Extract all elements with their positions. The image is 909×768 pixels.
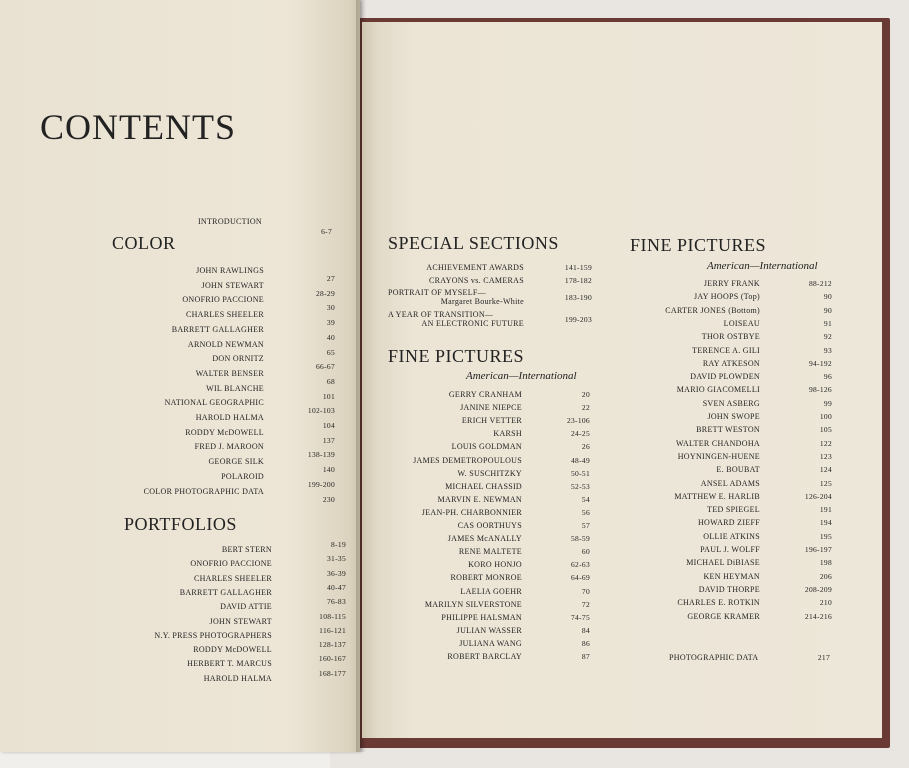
- color-entry-name: GEORGE SILK: [208, 457, 264, 467]
- portfolio-entry-name: BARRETT GALLAGHER: [179, 587, 272, 597]
- portfolio-entry-name: ONOFRIO PACCIONE: [190, 559, 272, 569]
- fine-pictures-entry-name: JAMES McANALLY: [447, 534, 522, 544]
- portfolio-entry-name: JOHN STEWART: [209, 616, 272, 626]
- special-section-title: CRAYONS vs. CAMERAS: [429, 276, 524, 285]
- fine-pictures-entry-name: GERRY CRANHAM: [448, 390, 522, 399]
- fine-pictures-entry-pages: 74-75: [571, 612, 590, 622]
- portfolio-entry-pages: 31-35: [327, 554, 346, 564]
- fine-pictures-entry-pages: 26: [581, 442, 590, 452]
- fine-pictures-entry-pages: 92: [823, 332, 832, 342]
- fine-pictures-entry-name: KEN HEYMAN: [703, 571, 760, 581]
- fine-pictures-entry-name: TERENCE A. GILI: [692, 345, 760, 355]
- portfolio-entry-pages: 40-47: [327, 582, 346, 592]
- color-entry-pages: 30: [326, 303, 335, 313]
- introduction-label: INTRODUCTION: [197, 217, 262, 226]
- fine-pictures-entry-name: ERICH VETTER: [461, 416, 522, 426]
- fine-pictures-entry-pages: 196-197: [804, 545, 832, 554]
- color-entry-pages: 199-200: [307, 479, 335, 489]
- special-section-title: A YEAR OF TRANSITION—: [388, 310, 494, 319]
- portfolio-entry-name: DAVID ATTIE: [220, 602, 272, 612]
- fine-pictures-entry-pages: 88-212: [808, 279, 832, 288]
- photographic-data-pages: 217: [817, 653, 830, 662]
- special-sections-heading: SPECIAL SECTIONS: [388, 233, 559, 253]
- fine-pictures-entry-name: KORO HONJO: [468, 560, 522, 570]
- special-section-pages: 199-203: [564, 315, 592, 324]
- color-entry-name: DON ORNITZ: [212, 354, 264, 364]
- color-entry-pages: 102-103: [307, 406, 335, 416]
- fine-pictures-entry-pages: 24-25: [571, 429, 590, 439]
- color-entry-pages: 39: [326, 318, 335, 328]
- color-entry-pages: 40: [326, 332, 335, 342]
- fine-pictures-entry-name: SVEN ASBERG: [702, 398, 760, 408]
- fine-pictures-entry-pages: 208-209: [804, 584, 832, 594]
- fine-pictures-entry-pages: 206: [819, 571, 832, 581]
- special-section-title: PORTRAIT OF MYSELF—: [388, 288, 486, 297]
- fine-pictures-entry-name: CARTER JONES (Bottom): [665, 305, 760, 315]
- fine-pictures-entry-name: RENE MALTETE: [458, 547, 522, 557]
- fine-pictures-entry-name: HOWARD ZIEFF: [697, 518, 760, 528]
- fine-pictures-entry-name: RAY ATKESON: [702, 358, 760, 368]
- fine-pictures-entry-pages: 123: [819, 451, 832, 461]
- fine-pictures-entry-pages: 94-192: [808, 358, 832, 368]
- color-entry-name: FRED J. MAROON: [194, 442, 264, 452]
- fine-pictures-entry-pages: 100: [819, 412, 832, 421]
- photographic-data-label: PHOTOGRAPHIC DATA: [669, 653, 759, 662]
- fine-pictures-entry-pages: 198: [819, 558, 832, 568]
- portfolio-entry-name: CHARLES SHEELER: [193, 573, 272, 583]
- color-entry-pages: 104: [322, 421, 335, 430]
- fine-pictures-entry-name: MARILYN SILVERSTONE: [424, 599, 522, 609]
- fine-pictures-entry-name: BRETT WESTON: [696, 425, 760, 435]
- fine-pictures-entry-pages: 20: [581, 390, 590, 399]
- fine-pictures-entry-pages: 54: [581, 494, 590, 504]
- fine-pictures-subheading-1: American—International: [466, 370, 577, 382]
- special-section-subtitle: AN ELECTRONIC FUTURE: [421, 319, 524, 328]
- fine-pictures-entry-pages: 60: [581, 547, 590, 557]
- portfolio-entry-name: HAROLD HALMA: [203, 673, 272, 683]
- fine-pictures-entry-name: THOR OSTBYE: [701, 332, 760, 342]
- fine-pictures-entry-pages: 86: [581, 638, 590, 648]
- portfolio-entry-pages: 160-167: [318, 654, 346, 664]
- portfolio-entry-name: BERT STERN: [221, 545, 272, 554]
- color-entry-name: WALTER BENSER: [195, 368, 264, 378]
- fine-pictures-entry-pages: 98-126: [808, 385, 832, 395]
- fine-pictures-entry-name: GEORGE KRAMER: [687, 611, 760, 621]
- fine-pictures-entry-name: ROBERT BARCLAY: [447, 652, 522, 661]
- fine-pictures-entry-name: TED SPIEGEL: [707, 505, 760, 515]
- fine-pictures-entry-pages: 50-51: [571, 468, 590, 478]
- right-page: [362, 22, 882, 738]
- fine-pictures-entry-name: JERRY FRANK: [703, 279, 760, 288]
- fine-pictures-entry-name: JAY HOOPS (Top): [693, 292, 760, 302]
- special-section-pages: 141-159: [564, 263, 592, 272]
- fine-pictures-entry-name: PHILIPPE HALSMAN: [441, 612, 522, 622]
- color-entry-pages: 68: [326, 376, 335, 386]
- fine-pictures-entry-name: PAUL J. WOLFF: [700, 545, 760, 554]
- fine-pictures-entry-name: JULIANA WANG: [459, 638, 522, 648]
- color-entry-name: CHARLES SHEELER: [185, 310, 264, 320]
- fine-pictures-entry-pages: 22: [581, 403, 590, 413]
- fine-pictures-heading-2: FINE PICTURES: [630, 235, 767, 255]
- fine-pictures-entry-pages: 125: [819, 478, 832, 488]
- fine-pictures-entry-name: LAELIA GOEHR: [460, 586, 522, 596]
- page-title: CONTENTS: [40, 107, 236, 147]
- portfolios-heading: PORTFOLIOS: [124, 514, 237, 534]
- color-entry-name: JOHN STEWART: [201, 280, 264, 290]
- fine-pictures-entry-pages: 93: [823, 345, 832, 355]
- fine-pictures-entry-name: JAMES DEMETROPOULOUS: [413, 455, 522, 465]
- portfolio-entry-pages: 128-137: [318, 640, 346, 650]
- fine-pictures-entry-pages: 57: [581, 521, 590, 530]
- color-entry-name: COLOR PHOTOGRAPHIC DATA: [143, 486, 264, 496]
- fine-pictures-entry-pages: 90: [823, 305, 832, 315]
- color-entry-pages: 138-139: [307, 450, 335, 460]
- color-entry-name: RODDY McDOWELL: [185, 427, 264, 437]
- portfolio-entry-pages: 8-19: [331, 540, 346, 549]
- color-entry-name: WIL BLANCHE: [206, 383, 264, 393]
- fine-pictures-entry-pages: 58-59: [571, 534, 590, 544]
- fine-pictures-entry-name: W. SUSCHITZKY: [457, 468, 522, 478]
- special-section-subtitle: Margaret Bourke-White: [440, 297, 524, 306]
- fine-pictures-entry-pages: 62-63: [571, 560, 590, 570]
- fine-pictures-entry-name: JOHN SWOPE: [707, 412, 760, 421]
- fine-pictures-entry-name: CAS OORTHUYS: [457, 521, 522, 530]
- fine-pictures-entry-name: HOYNINGEN-HUENE: [677, 451, 760, 461]
- color-entry-pages: 101: [322, 391, 335, 401]
- introduction-pages: 6-7: [321, 227, 332, 236]
- color-entry-pages: 140: [322, 465, 335, 475]
- fine-pictures-entry-name: MICHAEL DiBIASE: [686, 558, 760, 568]
- fine-pictures-entry-name: CHARLES E. ROTKIN: [677, 598, 760, 608]
- fine-pictures-entry-pages: 126-204: [804, 491, 832, 501]
- fine-pictures-entry-pages: 195: [819, 531, 832, 541]
- fine-pictures-entry-pages: 99: [823, 398, 832, 408]
- color-entry-pages: 28-29: [316, 288, 335, 298]
- portfolio-entry-pages: 36-39: [327, 568, 346, 578]
- fine-pictures-entry-pages: 194: [819, 518, 832, 528]
- fine-pictures-entry-pages: 64-69: [571, 573, 590, 583]
- fine-pictures-entry-pages: 70: [581, 586, 590, 596]
- fine-pictures-entry-name: LOISEAU: [723, 318, 760, 328]
- fine-pictures-entry-pages: 124: [819, 465, 832, 475]
- color-entry-pages: 66-67: [316, 362, 335, 372]
- color-entry-name: ONOFRIO PACCIONE: [182, 295, 264, 305]
- portfolio-entry-name: HERBERT T. MARCUS: [187, 659, 272, 669]
- fine-pictures-entry-name: ANSEL ADAMS: [700, 478, 760, 488]
- fine-pictures-entry-pages: 23-106: [566, 416, 590, 426]
- left-page: [0, 0, 360, 752]
- fine-pictures-entry-pages: 72: [581, 599, 590, 609]
- fine-pictures-entry-name: JANINE NIEPCE: [460, 403, 522, 413]
- fine-pictures-subheading-2: American—International: [707, 260, 818, 272]
- portfolio-entry-pages: 168-177: [318, 668, 346, 678]
- fine-pictures-entry-name: WALTER CHANDOHA: [676, 438, 760, 448]
- fine-pictures-entry-pages: 56: [581, 507, 590, 517]
- color-entry-name: JOHN RAWLINGS: [196, 266, 264, 275]
- special-section-pages: 183-190: [564, 293, 592, 302]
- special-section-title: ACHIEVEMENT AWARDS: [426, 263, 524, 272]
- fine-pictures-entry-name: JULIAN WASSER: [456, 625, 522, 635]
- fine-pictures-entry-pages: 191: [819, 505, 832, 515]
- color-entry-pages: 65: [326, 347, 335, 357]
- fine-pictures-entry-name: MICHAEL CHASSID: [445, 481, 522, 491]
- color-entry-name: ARNOLD NEWMAN: [187, 339, 264, 349]
- fine-pictures-entry-pages: 87: [581, 652, 590, 661]
- fine-pictures-entry-name: E. BOUBAT: [716, 465, 760, 475]
- color-entry-pages: 230: [322, 494, 335, 504]
- fine-pictures-entry-pages: 48-49: [571, 455, 590, 465]
- fine-pictures-entry-pages: 105: [819, 425, 832, 435]
- fine-pictures-entry-pages: 91: [823, 318, 832, 328]
- portfolio-entry-name: RODDY McDOWELL: [193, 645, 272, 655]
- fine-pictures-entry-pages: 84: [581, 625, 590, 635]
- fine-pictures-entry-name: MATTHEW E. HARLIB: [674, 491, 760, 501]
- portfolio-entry-name: N.Y. PRESS PHOTOGRAPHERS: [154, 630, 272, 640]
- special-section-pages: 178-182: [564, 276, 592, 285]
- fine-pictures-entry-name: MARVIN E. NEWMAN: [437, 494, 522, 504]
- fine-pictures-entry-name: KARSH: [493, 429, 522, 439]
- color-entry-name: HAROLD HALMA: [195, 413, 264, 422]
- color-entry-name: NATIONAL GEOGRAPHIC: [164, 398, 264, 408]
- portfolio-entry-pages: 116-121: [319, 625, 346, 635]
- fine-pictures-entry-name: MARIO GIACOMELLI: [676, 385, 760, 395]
- fine-pictures-entry-name: DAVID PLOWDEN: [690, 372, 760, 382]
- fine-pictures-entry-pages: 214-216: [804, 611, 832, 621]
- fine-pictures-entry-pages: 122: [819, 438, 832, 448]
- fine-pictures-entry-pages: 210: [819, 598, 832, 608]
- fine-pictures-entry-name: OLLIE ATKINS: [703, 531, 760, 541]
- fine-pictures-entry-name: ROBERT MONROE: [450, 573, 522, 583]
- fine-pictures-entry-name: LOUIS GOLDMAN: [451, 442, 522, 452]
- fine-pictures-entry-name: JEAN-PH. CHARBONNIER: [421, 507, 522, 517]
- fine-pictures-entry-pages: 96: [823, 372, 832, 382]
- portfolio-entry-pages: 108-115: [319, 611, 346, 621]
- fine-pictures-entry-name: DAVID THORPE: [698, 584, 760, 594]
- portfolio-entry-pages: 76-83: [327, 597, 346, 607]
- color-entry-name: BARRETT GALLAGHER: [171, 324, 264, 334]
- color-entry-pages: 137: [322, 435, 335, 445]
- color-entry-pages: 27: [326, 274, 335, 283]
- color-entry-name: POLAROID: [221, 471, 264, 481]
- fine-pictures-heading-1: FINE PICTURES: [388, 346, 525, 366]
- fine-pictures-entry-pages: 90: [823, 292, 832, 302]
- color-heading: COLOR: [112, 233, 176, 253]
- fine-pictures-entry-pages: 52-53: [571, 481, 590, 491]
